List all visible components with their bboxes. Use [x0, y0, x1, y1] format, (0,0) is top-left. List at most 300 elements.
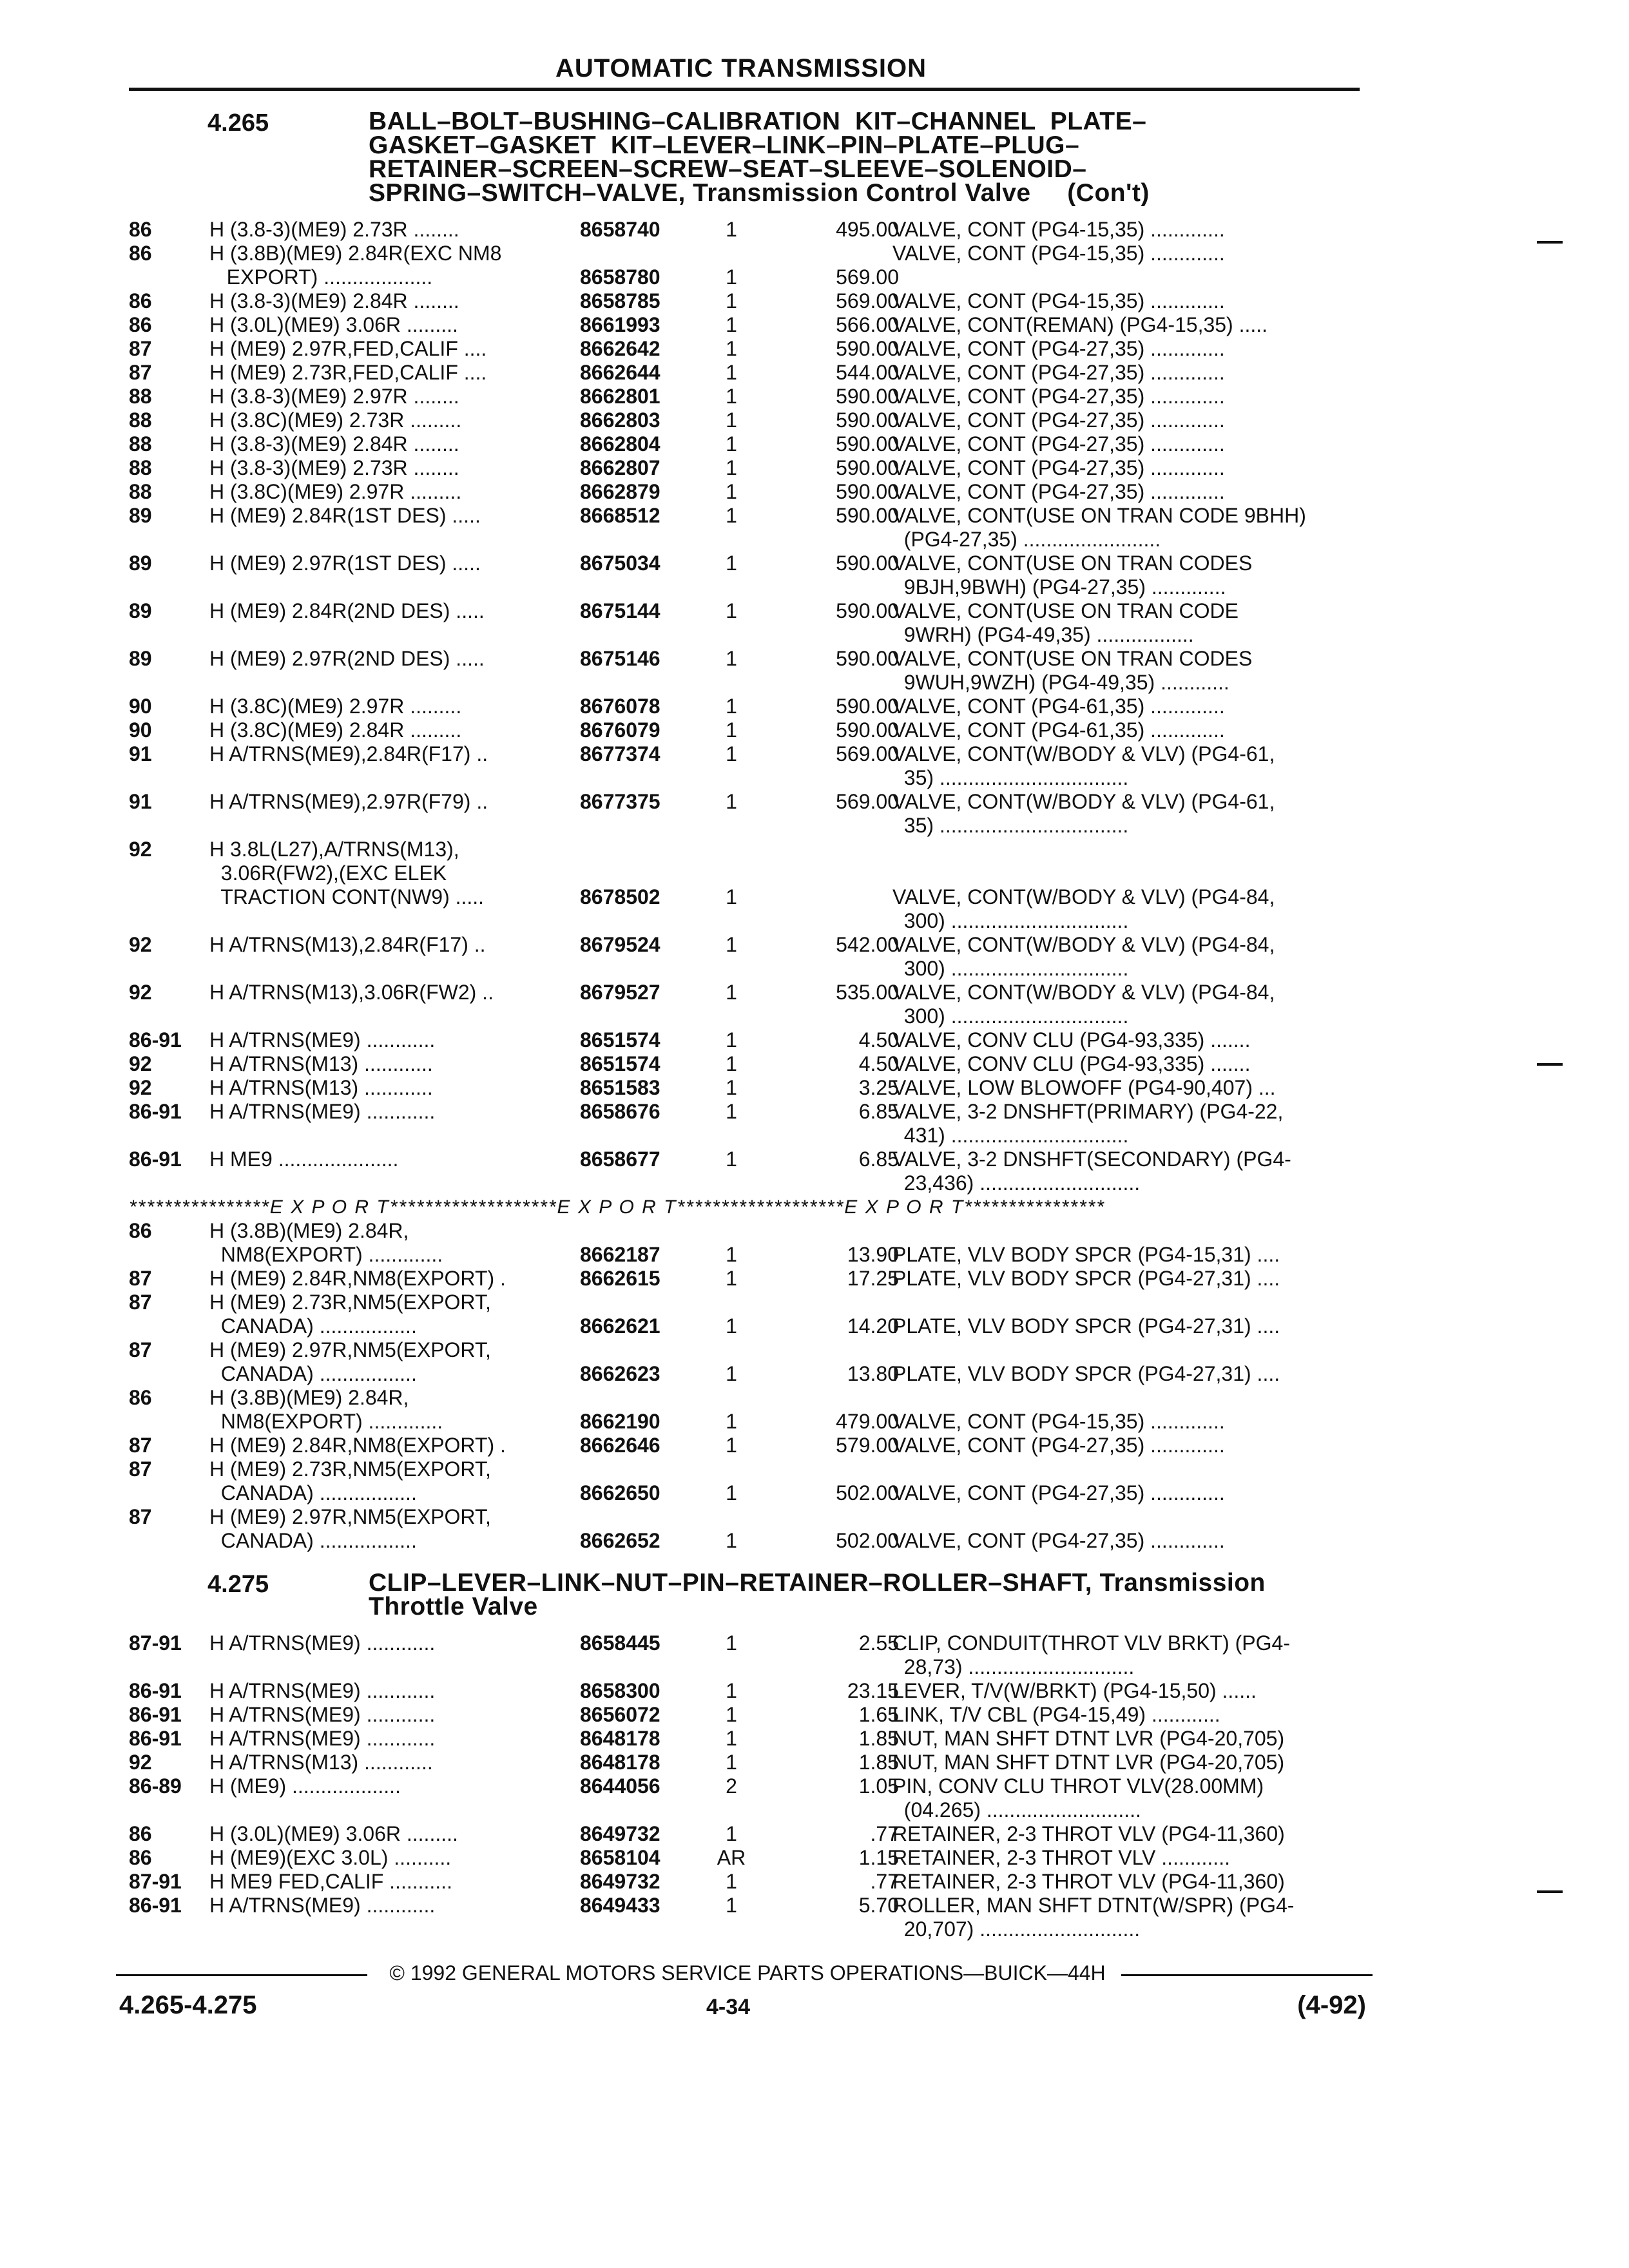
description-line: RETAINER, 2-3 THROT VLV (PG4-11,360): [892, 1870, 1285, 1893]
description-line: VALVE, CONT(W/BODY & VLV) (PG4-84,: [892, 933, 1275, 956]
model-year: 87: [129, 1457, 152, 1481]
application-line: H (ME9) 2.84R(1ST DES) .....: [209, 504, 481, 527]
application-line: H A/TRNS(ME9) ............: [209, 1703, 436, 1726]
description-line: VALVE, CONT(W/BODY & VLV) (PG4-61,: [892, 742, 1275, 765]
quantity: 1: [726, 1870, 737, 1893]
part-number: 8648178: [580, 1751, 660, 1774]
part-row: [129, 337, 1366, 361]
part-row: [129, 552, 1366, 599]
description: [892, 1028, 1369, 1052]
description: [892, 1267, 1369, 1291]
description: [892, 1052, 1369, 1076]
model-year: 87-91: [129, 1870, 182, 1893]
description: [892, 718, 1369, 742]
description-line: 35) .................................: [892, 814, 1129, 837]
section-title-line: RETAINER–SCREEN–SCREW–SEAT–SLEEVE–SOLENOID–: [369, 155, 1087, 183]
description-line: VALVE, CONT (PG4-27,35) .............: [892, 456, 1225, 479]
description: [892, 1338, 1369, 1386]
export-part-row: [129, 1291, 1366, 1338]
part-number: 8662642: [580, 337, 660, 360]
model-year: 89: [129, 504, 152, 527]
part-row: [129, 242, 1366, 289]
price: 590.00: [836, 408, 899, 432]
footer-rule-left: [116, 1974, 367, 1976]
model-year: 92: [129, 933, 152, 956]
application-line: EXPORT) ...................: [209, 265, 433, 289]
description: [892, 289, 1369, 313]
part-row: [129, 480, 1366, 504]
description-line: VALVE, CONT(REMAN) (PG4-15,35) .....: [892, 313, 1268, 336]
export-part-row: [129, 1434, 1366, 1457]
description-line: (04.265) ...........................: [892, 1798, 1141, 1821]
part-number: 8662801: [580, 385, 660, 408]
part-row: [129, 718, 1366, 742]
quantity: 1: [726, 742, 737, 765]
description: [892, 337, 1369, 361]
description-line: 431) ...............................: [892, 1124, 1129, 1147]
price: 590.00: [836, 718, 899, 742]
part-row: [129, 1894, 1366, 1941]
application-line: CANADA) .................: [209, 1481, 417, 1504]
price: 590.00: [836, 647, 899, 670]
model-year: 87: [129, 337, 152, 360]
description: [892, 432, 1369, 456]
application-line: H (3.8C)(ME9) 2.73R .........: [209, 408, 462, 432]
model-year: 86-91: [129, 1028, 182, 1052]
application-line: H (3.8-3)(ME9) 2.73R ........: [209, 456, 459, 479]
price: 590.00: [836, 695, 899, 718]
application-line: H A/TRNS(M13),3.06R(FW2) ..: [209, 981, 494, 1004]
quantity: 1: [726, 1243, 737, 1266]
description: [892, 933, 1369, 981]
model-year: 87: [129, 1434, 152, 1457]
description-line: 23,436) ............................: [892, 1171, 1141, 1195]
part-number: 8677374: [580, 742, 660, 765]
model-year: 87: [129, 1505, 152, 1528]
revision-date: (4-92): [1297, 1991, 1366, 2019]
application-line: CANADA) .................: [209, 1314, 417, 1338]
description-line: 300) ...............................: [892, 909, 1129, 932]
description: [892, 1386, 1369, 1434]
description-line: [892, 1291, 1369, 1314]
model-year: 89: [129, 599, 152, 622]
description: [892, 1148, 1369, 1195]
application-line: H (ME9) 2.97R(1ST DES) .....: [209, 552, 481, 575]
quantity: 1: [726, 933, 737, 956]
part-number: 8676078: [580, 695, 660, 718]
quantity: 1: [726, 1679, 737, 1702]
quantity: 1: [726, 218, 737, 241]
part-number: 8662190: [580, 1410, 660, 1433]
part-number: 8675144: [580, 599, 660, 622]
part-number: 8658445: [580, 1631, 660, 1655]
part-row: [129, 1822, 1366, 1846]
part-row: [129, 218, 1366, 242]
application-line: H A/TRNS(ME9) ............: [209, 1028, 436, 1052]
model-year: 88: [129, 456, 152, 479]
model-year: 86: [129, 1846, 152, 1869]
part-row: [129, 289, 1366, 313]
price: 535.00: [836, 981, 899, 1004]
price: 1.05: [858, 1774, 899, 1798]
part-number: 8651574: [580, 1052, 660, 1075]
application-line: H ME9 .....................: [209, 1148, 399, 1171]
description-line: VALVE, CONT (PG4-15,35) .............: [892, 289, 1225, 312]
part-number: 8651574: [580, 1028, 660, 1052]
part-number: 8649732: [580, 1822, 660, 1845]
model-year: 86-91: [129, 1148, 182, 1171]
application-line: H A/TRNS(ME9),2.84R(F17) ..: [209, 742, 488, 765]
part-number: 8662623: [580, 1362, 660, 1385]
part-number: 8676079: [580, 718, 660, 742]
application-line: H A/TRNS(M13) ............: [209, 1076, 433, 1099]
price: 569.00: [836, 265, 899, 289]
price: 590.00: [836, 385, 899, 408]
model-year: 92: [129, 1751, 152, 1774]
description-line: [892, 1338, 1369, 1362]
description-line: VALVE, CONT (PG4-15,35) .............: [892, 218, 1225, 241]
part-number: 8658780: [580, 265, 660, 289]
price: 495.00: [836, 218, 899, 241]
part-row: [129, 1727, 1366, 1751]
part-row: [129, 313, 1366, 337]
description-line: ROLLER, MAN SHFT DTNT(W/SPR) (PG4-: [892, 1894, 1295, 1917]
quantity: 1: [726, 1100, 737, 1123]
model-year: 91: [129, 742, 152, 765]
description: [892, 1457, 1369, 1505]
description-line: VALVE, CONV CLU (PG4-93,335) .......: [892, 1052, 1251, 1075]
part-row: [129, 432, 1366, 456]
part-row: [129, 408, 1366, 432]
application-line: H A/TRNS(M13) ............: [209, 1751, 433, 1774]
part-number: 8662650: [580, 1481, 660, 1504]
price: 590.00: [836, 599, 899, 622]
footer-rule-right: [1121, 1974, 1373, 1976]
price: 1.85: [858, 1727, 899, 1750]
quantity: 2: [726, 1774, 737, 1798]
description-line: LEVER, T/V(W/BRKT) (PG4-15,50) ......: [892, 1679, 1257, 1702]
description: [892, 242, 1369, 265]
description: [892, 1291, 1369, 1338]
model-year: 86: [129, 218, 152, 241]
application-line: H A/TRNS(ME9) ............: [209, 1894, 436, 1917]
quantity: 1: [726, 647, 737, 670]
part-row: [129, 1703, 1366, 1727]
description-line: NUT, MAN SHFT DTNT LVR (PG4-20,705): [892, 1727, 1285, 1750]
description-line: RETAINER, 2-3 THROT VLV ............: [892, 1846, 1230, 1869]
quantity: 1: [726, 885, 737, 908]
part-row: [129, 695, 1366, 718]
model-year: 92: [129, 838, 152, 861]
description-line: [892, 838, 1369, 861]
application-line: H (3.8B)(ME9) 2.84R,: [209, 1219, 409, 1242]
price: 4.50: [858, 1028, 899, 1052]
description-line: VALVE, CONT (PG4-27,35) .............: [892, 408, 1225, 432]
quantity: 1: [726, 289, 737, 312]
application-line: H (3.8-3)(ME9) 2.84R ........: [209, 289, 459, 312]
model-year: 86-89: [129, 1774, 182, 1798]
model-year: 90: [129, 718, 152, 742]
description-line: CLIP, CONDUIT(THROT VLV BRKT) (PG4-: [892, 1631, 1290, 1655]
application-line: H A/TRNS(ME9) ............: [209, 1727, 436, 1750]
model-year: 86-91: [129, 1727, 182, 1750]
description: [892, 1751, 1369, 1774]
model-year: 86: [129, 242, 152, 265]
quantity: 1: [726, 504, 737, 527]
price: 3.25: [858, 1076, 899, 1099]
model-year: 87: [129, 1338, 152, 1361]
part-number: 8661993: [580, 313, 660, 336]
description-line: [892, 1386, 1369, 1410]
part-row: [129, 1148, 1366, 1195]
description: [892, 599, 1369, 647]
section-title: [369, 1571, 1374, 1619]
description: [892, 504, 1369, 552]
price: 6.85: [858, 1148, 899, 1171]
part-row: [129, 790, 1366, 838]
quantity: 1: [726, 1751, 737, 1774]
price: 590.00: [836, 456, 899, 479]
part-row: [129, 1631, 1366, 1679]
description: [892, 313, 1369, 337]
application-line: H (ME9) 2.97R,NM5(EXPORT,: [209, 1505, 491, 1528]
application-line: NM8(EXPORT) .............: [209, 1243, 443, 1266]
part-number: 8662187: [580, 1243, 660, 1266]
application-line: H A/TRNS(M13),2.84R(F17) ..: [209, 933, 486, 956]
description: [892, 1219, 1369, 1267]
application-line: H (ME9) ...................: [209, 1774, 401, 1798]
quantity: 1: [726, 1267, 737, 1290]
part-row: [129, 981, 1366, 1028]
page-number: 4-34: [706, 1995, 751, 2019]
price: 5.70: [858, 1894, 899, 1917]
export-part-row: [129, 1219, 1366, 1267]
model-year: 89: [129, 552, 152, 575]
quantity: 1: [726, 480, 737, 503]
description: [892, 742, 1369, 790]
description-line: RETAINER, 2-3 THROT VLV (PG4-11,360): [892, 1822, 1285, 1845]
quantity: 1: [726, 385, 737, 408]
description: [892, 981, 1369, 1028]
export-part-row: [129, 1386, 1366, 1434]
price: 2.55: [858, 1631, 899, 1655]
model-year: 86: [129, 1386, 152, 1409]
description-line: PLATE, VLV BODY SPCR (PG4-15,31) ....: [892, 1243, 1280, 1266]
part-row: [129, 1846, 1366, 1870]
model-year: 88: [129, 408, 152, 432]
description-line: 9WUH,9WZH) (PG4-49,35) ............: [892, 671, 1229, 694]
section-range: 4.265-4.275: [119, 1991, 257, 2019]
description: [892, 552, 1369, 599]
description-line: PLATE, VLV BODY SPCR (PG4-27,31) ....: [892, 1267, 1280, 1290]
description-line: 9BJH,9BWH) (PG4-27,35) .............: [892, 575, 1226, 599]
model-year: 89: [129, 647, 152, 670]
quantity: 1: [726, 1028, 737, 1052]
application-line: H (ME9) 2.73R,FED,CALIF ....: [209, 361, 487, 384]
model-year: 86: [129, 289, 152, 312]
part-row: [129, 456, 1366, 480]
description-line: VALVE, CONT (PG4-27,35) .............: [892, 432, 1225, 456]
description: [892, 361, 1369, 385]
description: [892, 218, 1369, 242]
description: [892, 1703, 1369, 1727]
description: [892, 838, 1369, 933]
model-year: 87: [129, 1291, 152, 1314]
part-number: 8658300: [580, 1679, 660, 1702]
part-number: 8662644: [580, 361, 660, 384]
price: 13.80: [847, 1362, 899, 1385]
part-number: 8662879: [580, 480, 660, 503]
application-line: NM8(EXPORT) .............: [209, 1410, 443, 1433]
model-year: 92: [129, 981, 152, 1004]
application-line: CANADA) .................: [209, 1529, 417, 1552]
description-line: PIN, CONV CLU THROT VLV(28.00MM): [892, 1774, 1264, 1798]
part-row: [129, 1100, 1366, 1148]
price: 590.00: [836, 337, 899, 360]
description-line: VALVE, CONT (PG4-27,35) .............: [892, 1529, 1225, 1552]
margin-mark: [1537, 1063, 1563, 1066]
price: .77: [870, 1870, 899, 1893]
description-line: [892, 1505, 1369, 1529]
part-row: [129, 1751, 1366, 1774]
description-line: VALVE, CONT (PG4-15,35) .............: [892, 242, 1225, 265]
description-line: VALVE, CONT (PG4-27,35) .............: [892, 361, 1225, 384]
part-row: [129, 599, 1366, 647]
part-row: [129, 361, 1366, 385]
copyright-notice: © 1992 GENERAL MOTORS SERVICE PARTS OPERATIONS—BUICK—44H: [389, 1961, 1106, 1984]
description: [892, 1076, 1369, 1100]
description-line: (PG4-27,35) ........................: [892, 528, 1161, 551]
model-year: 86-91: [129, 1100, 182, 1123]
application-line: CANADA) .................: [209, 1362, 417, 1385]
application-line: H (3.0L)(ME9) 3.06R .........: [209, 1822, 458, 1845]
quantity: 1: [726, 1052, 737, 1075]
quantity: 1: [726, 1703, 737, 1726]
description: [892, 1631, 1369, 1679]
part-number: 8649732: [580, 1870, 660, 1893]
price: 1.15: [858, 1846, 899, 1869]
description-line: VALVE, CONT(W/BODY & VLV) (PG4-61,: [892, 790, 1275, 813]
price: 544.00: [836, 361, 899, 384]
description-line: VALVE, CONT(USE ON TRAN CODE: [892, 599, 1239, 622]
part-number: 8662807: [580, 456, 660, 479]
model-year: 88: [129, 432, 152, 456]
application-line: H (ME9) 2.97R(2ND DES) .....: [209, 647, 485, 670]
price: 590.00: [836, 504, 899, 527]
price: 1.65: [858, 1703, 899, 1726]
price: 590.00: [836, 432, 899, 456]
part-row: [129, 1679, 1366, 1703]
quantity: 1: [726, 790, 737, 813]
description: [892, 1846, 1369, 1870]
description-line: 28,73) .............................: [892, 1655, 1135, 1678]
export-part-row: [129, 1338, 1366, 1386]
section-number: 4.265: [207, 110, 269, 137]
part-number: 8675146: [580, 647, 660, 670]
description: [892, 1679, 1369, 1703]
price: 502.00: [836, 1481, 899, 1504]
description-line: [892, 1457, 1369, 1481]
section-title-line: BALL–BOLT–BUSHING–CALIBRATION KIT–CHANNEL PLATE–: [369, 108, 1147, 135]
quantity: 1: [726, 1894, 737, 1917]
model-year: 87: [129, 361, 152, 384]
model-year: 90: [129, 695, 152, 718]
quantity: 1: [726, 1434, 737, 1457]
price: 502.00: [836, 1529, 899, 1552]
quantity: 1: [726, 456, 737, 479]
description-line: 9WRH) (PG4-49,35) .................: [892, 623, 1194, 646]
application-line: H (3.0L)(ME9) 3.06R .........: [209, 313, 458, 336]
quantity: 1: [726, 265, 737, 289]
part-number: 8658785: [580, 289, 660, 312]
description-line: 35) .................................: [892, 766, 1129, 789]
description-line: VALVE, 3-2 DNSHFT(SECONDARY) (PG4-: [892, 1148, 1291, 1171]
quantity: 1: [726, 361, 737, 384]
section-4-265-parts-list: [129, 218, 1366, 1553]
quantity: AR: [717, 1846, 746, 1869]
price: 6.85: [858, 1100, 899, 1123]
application-line: H (3.8C)(ME9) 2.97R .........: [209, 695, 462, 718]
description-line: NUT, MAN SHFT DTNT LVR (PG4-20,705): [892, 1751, 1285, 1774]
model-year: 86: [129, 313, 152, 336]
part-number: 8658104: [580, 1846, 660, 1869]
quantity: 1: [726, 599, 737, 622]
model-year: 86: [129, 1822, 152, 1845]
model-year: 87-91: [129, 1631, 182, 1655]
part-number: 8662803: [580, 408, 660, 432]
description-line: VALVE, CONT (PG4-27,35) .............: [892, 385, 1225, 408]
quantity: 1: [726, 1529, 737, 1552]
application-line: H (3.8C)(ME9) 2.97R .........: [209, 480, 462, 503]
quantity: 1: [726, 313, 737, 336]
quantity: 1: [726, 1314, 737, 1338]
description-line: VALVE, CONT(W/BODY & VLV) (PG4-84,: [892, 885, 1275, 908]
part-number: 8658740: [580, 218, 660, 241]
model-year: 88: [129, 480, 152, 503]
margin-mark: [1537, 241, 1563, 244]
part-number: 8651583: [580, 1076, 660, 1099]
part-row: [129, 1076, 1366, 1100]
part-number: 8662621: [580, 1314, 660, 1338]
description: [892, 385, 1369, 408]
price: 23.15: [847, 1679, 899, 1702]
part-number: 8649433: [580, 1894, 660, 1917]
application-line: H A/TRNS(ME9) ............: [209, 1679, 436, 1702]
description-line: VALVE, CONT (PG4-27,35) .............: [892, 1434, 1225, 1457]
description-line: VALVE, LOW BLOWOFF (PG4-90,407) ...: [892, 1076, 1276, 1099]
description-line: VALVE, CONT (PG4-27,35) .............: [892, 337, 1225, 360]
description: [892, 408, 1369, 432]
part-row: [129, 385, 1366, 408]
section-4-275-parts-list: [129, 1631, 1366, 1941]
application-line: H (ME9) 2.97R,FED,CALIF ....: [209, 337, 487, 360]
model-year: 88: [129, 385, 152, 408]
part-row: [129, 1774, 1366, 1822]
description: [892, 456, 1369, 480]
part-number: 8678502: [580, 885, 660, 908]
application-line: H A/TRNS(ME9) ............: [209, 1631, 436, 1655]
description-line: LINK, T/V CBL (PG4-15,49) ............: [892, 1703, 1220, 1726]
export-part-row: [129, 1505, 1366, 1553]
quantity: 1: [726, 1076, 737, 1099]
application-line: H A/TRNS(M13) ............: [209, 1052, 433, 1075]
description: [892, 1434, 1369, 1457]
section-title-line: SPRING–SWITCH–VALVE, Transmission Control Valve (Con't): [369, 179, 1150, 207]
part-row: [129, 647, 1366, 695]
price: 13.90: [847, 1243, 899, 1266]
application-line: H (ME9) 2.73R,NM5(EXPORT,: [209, 1291, 491, 1314]
margin-mark: [1537, 1890, 1563, 1893]
